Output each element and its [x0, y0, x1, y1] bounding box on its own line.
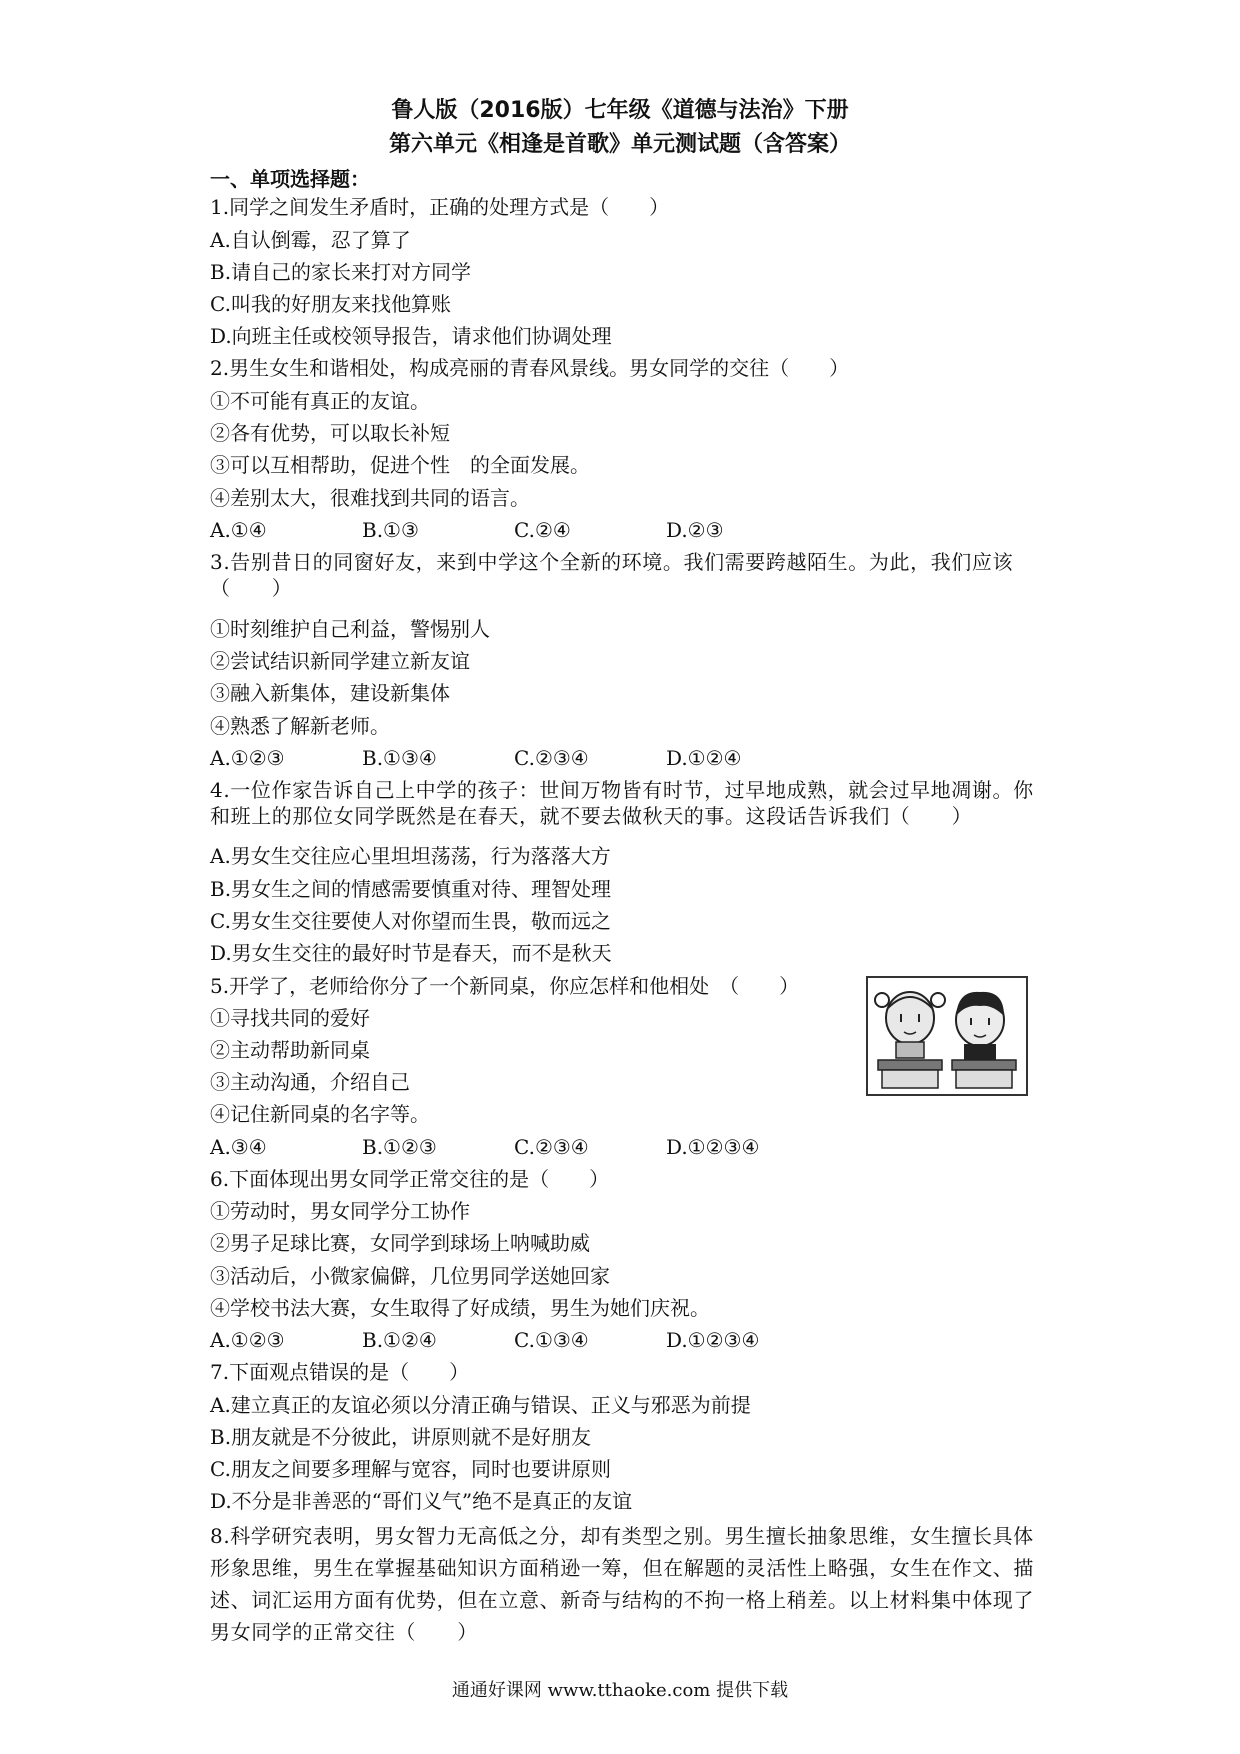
- q8-stem: 8.科学研究表明，男女智力无高低之分，却有类型之别。男生擅长抽象思维，女生擅长具体形象思维，男生在掌握基础知识方面稍逊一筹，但在解题的灵活性上略强，女生在作文、描述、词汇运用方面有优势，但在立意、新奇与结构的不拘一格上稍差。以上材料集中体现了男女同学的正常交往（ ）: [210, 1524, 1034, 1644]
- q2-statement-1: ①不可能有真正的友谊。: [210, 389, 430, 413]
- q5-statement-4: ④记住新同桌的名字等。: [210, 1102, 430, 1126]
- deskmates-drawing: [868, 978, 1026, 1094]
- q6-option-b: B.①②④: [362, 1328, 437, 1352]
- q6-stem: 6.下面体现出男女同学正常交往的是（ ）: [210, 1167, 610, 1191]
- deskmates-illustration: [866, 976, 1028, 1096]
- q7-option-b: B.朋友就是不分彼此，讲原则就不是好朋友: [210, 1425, 592, 1449]
- q5-option-a: A.③④: [210, 1135, 267, 1159]
- section-heading: 一、单项选择题：: [210, 167, 370, 191]
- document-subtitle: 第六单元《相逢是首歌》单元测试题（含答案）: [388, 132, 851, 157]
- q2-option-b: B.①③: [362, 518, 419, 542]
- q1-option-d: D.向班主任或校领导报告，请求他们协调处理: [210, 324, 612, 348]
- q2-option-d: D.②③: [666, 518, 724, 542]
- q2-statement-2: ②各有优势，可以取长补短: [210, 421, 450, 445]
- q4-option-a: A.男女生交往应心里坦坦荡荡，行为落落大方: [210, 844, 611, 868]
- q2-stem: 2.男生女生和谐相处，构成亮丽的青春风景线。男女同学的交往（ ）: [210, 356, 850, 380]
- q5-option-d: D.①②③④: [666, 1135, 760, 1159]
- document-title: 鲁人版（2016版）七年级《道德与法治》下册: [391, 98, 849, 123]
- page-footer: 通通好课网 www.tthaoke.com 提供下载: [451, 1680, 789, 1701]
- q1-option-c: C.叫我的好朋友来找他算账: [210, 292, 451, 316]
- q7-option-a: A.建立真正的友谊必须以分清正确与错误、正义与邪恶为前提: [210, 1393, 751, 1417]
- q6-statement-3: ③活动后，小微家偏僻，几位男同学送她回家: [210, 1264, 610, 1288]
- q7-stem: 7.下面观点错误的是（ ）: [210, 1360, 470, 1384]
- q5-statement-2: ②主动帮助新同桌: [210, 1038, 370, 1062]
- q2-option-c: C.②④: [514, 518, 571, 542]
- q6-statement-4: ④学校书法大赛，女生取得了好成绩，男生为她们庆祝。: [210, 1296, 710, 1320]
- q5-stem: 5.开学了，老师给你分了一个新同桌，你应怎样和他相处 （ ）: [210, 974, 800, 998]
- q6-option-d: D.①②③④: [666, 1328, 760, 1352]
- q4-option-b: B.男女生之间的情感需要慎重对待、理智处理: [210, 877, 612, 901]
- q3-option-b: B.①③④: [362, 746, 437, 770]
- q3-statement-2: ②尝试结识新同学建立新友谊: [210, 649, 470, 673]
- q3-option-c: C.②③④: [514, 746, 589, 770]
- q5-statement-3: ③主动沟通，介绍自己: [210, 1070, 410, 1094]
- q4-option-c: C.男女生交往要使人对你望而生畏，敬而远之: [210, 909, 611, 933]
- q1-option-b: B.请自己的家长来打对方同学: [210, 260, 472, 284]
- q6-option-c: C.①③④: [514, 1328, 589, 1352]
- q7-option-c: C.朋友之间要多理解与宽容，同时也要讲原则: [210, 1457, 611, 1481]
- q6-option-a: A.①②③: [210, 1328, 285, 1352]
- q2-statement-4: ④差别太大，很难找到共同的语言。: [210, 486, 530, 510]
- q1-stem: 1.同学之间发生矛盾时，正确的处理方式是（ ）: [210, 195, 670, 219]
- q5-option-c: C.②③④: [514, 1135, 589, 1159]
- q4-stem: 4.一位作家告诉自己上中学的孩子：世间万物皆有时节，过早地成熟，就会过早地凋谢。你和班上的那位女同学既然是在春天，就不要去做秋天的事。这段话告诉我们（ ）: [210, 778, 1034, 828]
- q6-statement-1: ①劳动时，男女同学分工协作: [210, 1199, 470, 1223]
- q3-stem: 3.告别昔日的同窗好友，来到中学这个全新的环境。我们需要跨越陌生。为此，我们应该（ ）: [210, 550, 1014, 600]
- q3-option-d: D.①②④: [666, 746, 742, 770]
- q3-statement-3: ③融入新集体，建设新集体: [210, 681, 450, 705]
- q2-option-a: A.①④: [210, 518, 267, 542]
- q4-option-d: D.男女生交往的最好时节是春天，而不是秋天: [210, 941, 612, 965]
- q1-option-a: A.自认倒霉，忍了算了: [210, 228, 411, 252]
- q5-statement-1: ①寻找共同的爱好: [210, 1006, 370, 1030]
- q3-statement-4: ④熟悉了解新老师。: [210, 714, 390, 738]
- q2-statement-3: ③可以互相帮助，促进个性 的全面发展。: [210, 453, 590, 477]
- q7-option-d: D.不分是非善恶的“哥们义气”绝不是真正的友谊: [210, 1489, 633, 1513]
- q3-statement-1: ①时刻维护自己利益，警惕别人: [210, 617, 490, 641]
- q5-option-b: B.①②③: [362, 1135, 437, 1159]
- q6-statement-2: ②男子足球比赛，女同学到球场上呐喊助威: [210, 1231, 590, 1255]
- q3-option-a: A.①②③: [210, 746, 285, 770]
